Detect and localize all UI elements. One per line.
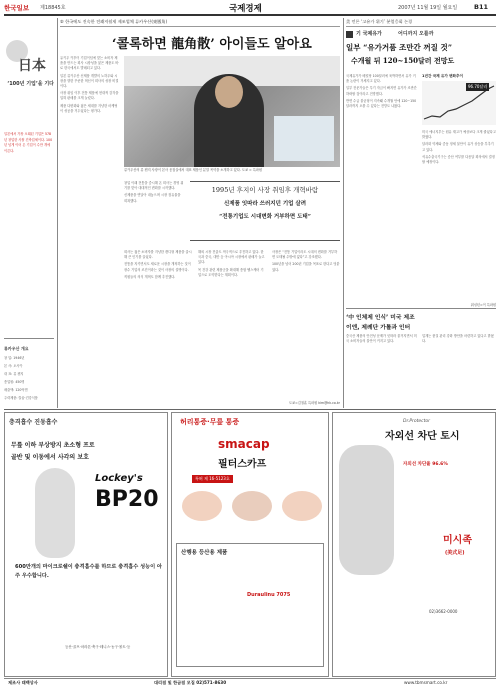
oil-chart-box [422,74,496,126]
oil-label-row [346,30,496,39]
subhead-3: “전통기업도 시대변화 거부하면 도태” [219,214,311,220]
ad-arm-sleeve-brand: Dr.Protector [403,419,431,424]
oil-price-badge: 96.70달러 [468,84,488,89]
ad-arm-sleeve[interactable] [332,412,496,677]
right-divider [346,308,496,309]
info-row: 주력제품: 칼슘·건강식품 [4,396,38,400]
president-photo [124,56,340,167]
series-label: ⑤ 한국에도 진숙한 전쾌져월제 제조업체 류카우산(東鳳角) [60,18,340,27]
right-top-label: 美 언론 ‘고유가 위기’ 분열응회 논경 [346,18,496,27]
ad-arm-sleeve-line-2: 미시족 [443,535,472,546]
info-box [4,346,54,406]
ad-smacap-product: 필터스카프 [218,459,267,470]
info-row: 매출액: 120억엔 [4,388,28,392]
ad-smacap-image [282,491,322,521]
oil-label-marker [346,31,353,38]
issue-date: 2007년 11월 19일 월요일 [398,5,458,11]
oil-tag: 어디까지 오를까 [398,31,434,37]
ad-smacap-image [232,491,272,521]
info-row: 종업원: 450명 [4,380,25,384]
ad-smacap-panel-model: Duraulinu 7075 [247,592,291,598]
main-article [60,18,340,408]
oil-label: 기 국제유가 [356,31,382,37]
ad-footer-contact: 대리점 및 한금점 모집 02)571-8630 [154,680,227,685]
ad-insole-copy-1: 무릎 이하 부상방지 초소형 프로 [11,442,95,449]
newspaper-logo: 한국일보 [4,4,30,12]
ad-insole-copy-2: 골반 및 이동에서 사각의 보호 [11,454,89,461]
ad-footer-strip [4,678,496,688]
japan-intro: 일본에서 가장 오래된 기업은 578년 창업한 사찰 건축업체이다. 100년 넘게 이어 온 기업이 수만 개에 이른다. [4,132,53,153]
ad-arm-sleeve-title: 자외선 차단 토시 [385,431,460,442]
oil-headline-1: 일부 “유가거품 조만간 꺼질 것” [346,43,453,52]
ads-rule [4,409,496,410]
oil-article-body: 미국 에너지부는 원유 재고가 예상보다 크게 줄었다고 밝혔다. 달러화 약세와 중동 정세 불안이 유가 상승을 부추기고 있다. 석유수출국기구는 증산 여부를 다음달 회의에서 결정할 예정이다. [422,130,496,165]
subhead-2: 신제품 잇따라 쓰러지던 기업 살려 [223,201,307,207]
ad-smacap-header: 허리통증·무릎 통증 [180,418,240,426]
japan-subtitle: ‘100년 기업’을 기다 [7,81,54,87]
ad-smacap-panel-title: 산행용 등산용 제품 [181,550,228,556]
info-row: 본 사: 오사카 [4,364,23,368]
ad-insole-model: BP20 [95,487,159,512]
masthead-rule [4,14,496,16]
ad-arm-sleeve-line-1: 자외선 차단율 96.6% [403,462,448,467]
oil-article-body: 국제유가가 배럴당 100달러에 육박하면서 유가 거품 논란이 거세지고 있다. 일부 전문가들은 투기 자금이 빠지면 유가가 조만간 하락할 것이라고 전망했다. 반면 수급 불균형이 지속돼 수개월 안에 120~150달러까지 오를 수 있다는 전망도 나왔다. [346,74,417,109]
japan-title: 日本 [18,58,46,74]
japan-title-box [4,18,54,103]
ad-arm-sleeve-image [339,445,394,575]
second-article-body: 중국산 제품의 안전성 문제가 잇따라 불거지면서 미국 소비자들의 불안이 커지고 있다. [346,334,417,344]
japan-column [4,18,54,406]
article-body: 사장은 “전통 기업이라도 시대의 변화를 거부하면 도태될 수밖에 없다”고 강조했다. 100년을 넘어 200년 기업을 목표로 한다고 덧붙였다. [272,250,340,272]
ad-insole-footer-1: 등산·골프·마라톤·축구·테니스·농구·볼트·등 [65,645,131,649]
right-news [346,18,496,408]
ad-footer-url[interactable]: www.tbmsmart.co.kr [404,680,448,685]
masthead [0,0,500,14]
ad-insole-image [35,468,75,558]
info-row: 대 표: 류 켄지 [4,372,24,376]
section-title: 국제경제 [229,4,262,14]
japan-divider [4,338,54,339]
article-body: 유키우 카후이 기업이념에 맞는 소비자 제품을 만드는 회사 시장성을 잃은 제품도 바로 한국에서도 발매되고 있다. 일본 류카우산 신제품 개발의 노하우와 시장을 향한 꾸준한 혁신이 회사의 성장 비결이다. 사장 취임 이후 전통 제품에 현대적 감각을 입혀 판매를 크게 늘렸다. 제품 다변화와 젊은 세대를 겨냥한 마케팅이 성공을 거두었다는 평가다. [60,56,119,113]
ad-insole-brand: Lockey's [95,473,143,484]
center-column-rule [343,18,344,408]
info-box-title: 류카우산 개요 [4,346,29,351]
second-headline-1: ‘中 인체제 인식’ 미국 제조 [346,315,415,321]
article-body: 해외 시장 진출도 적극적으로 추진하고 있다. 한국과 중국, 대만 등 아시아 시장에서 판매가 늘고 있다. 목 건강 관련 제품군을 확대해 종합 헬스케어 기업으로 도약한다는 계획이다. [198,250,265,277]
product-display [274,116,334,161]
ad-arm-sleeve-line-3: (美式足) [445,550,465,556]
ad-smacap-badge: 특허 제 16-5123호 [192,475,233,483]
ad-insole-tagline: 충격흡수 진동흡수 [9,419,58,426]
page-number: B11 [474,3,488,11]
second-article-body: 업계는 품질 관리 강화 방안을 마련하고 있다고 밝혔다. [422,334,494,344]
info-row: 창 업: 1946년 [4,356,25,360]
ad-smacap-panel [176,543,324,667]
ad-smacap-brand: smacap [218,437,270,451]
ad-smacap[interactable] [171,412,329,677]
article-body: 창업 이래 전통을 중시해 온 회사는 경영 위기를 맞아 대대적인 변화를 시작했다. 신제품을 연달아 내놓으며 시장 점유율을 회복했다. [124,181,184,203]
subhead-block [190,181,340,241]
ad-insole[interactable] [4,412,168,677]
oil-byline: 워싱턴=이 특파원 [470,303,496,307]
left-column-rule [57,18,58,408]
photo-caption: 류카우산의 류 켄지 사장이 본사 응접실에서 대표 제품인 분말 목약을 소개하고 있다. 도쿄 = 특파원 [124,168,262,172]
person-head [215,76,243,108]
ad-footer-company: 제조사 태백상사 [8,680,38,685]
oil-chart-caption: 1년간 국제 유가 변화추이 [422,74,463,78]
subhead-1: 1995년 후지이 사장 취임후 개혁바람 [211,186,319,194]
main-headline: ‘콜록하면 龍角散’ 아이들도 알아요 [112,37,312,52]
byline: 도쿄=김철훈 특파원 kim@hk.co.kr [288,401,340,405]
issue-number: 제18845호 [40,5,66,11]
ad-smacap-image [182,491,222,521]
ad-insole-blurb: 600만개의 마이크로쉘이 충격흡수를 하므로 충격흡수 성능이 아주 우수합니다. [15,564,162,579]
second-headline-2: 이엔, 제례단 가톨과 인터 [346,325,411,331]
ad-arm-sleeve-phone: 02)3662-0000 [429,609,458,614]
oil-headline-2: 수개월 뒤 120~150달러 전망도 [351,56,455,65]
article-body: 회사는 젊은 소비자를 겨냥한 캔디형 제품을 출시해 큰 인기를 끌었다. 전통을 지키면서도 새로운 시장을 개척하는 것이 장수 기업의 조건이라는 것이 사장의 설명이다. 직원들의 의식 개혁도 함께 추진했다. [124,250,192,279]
